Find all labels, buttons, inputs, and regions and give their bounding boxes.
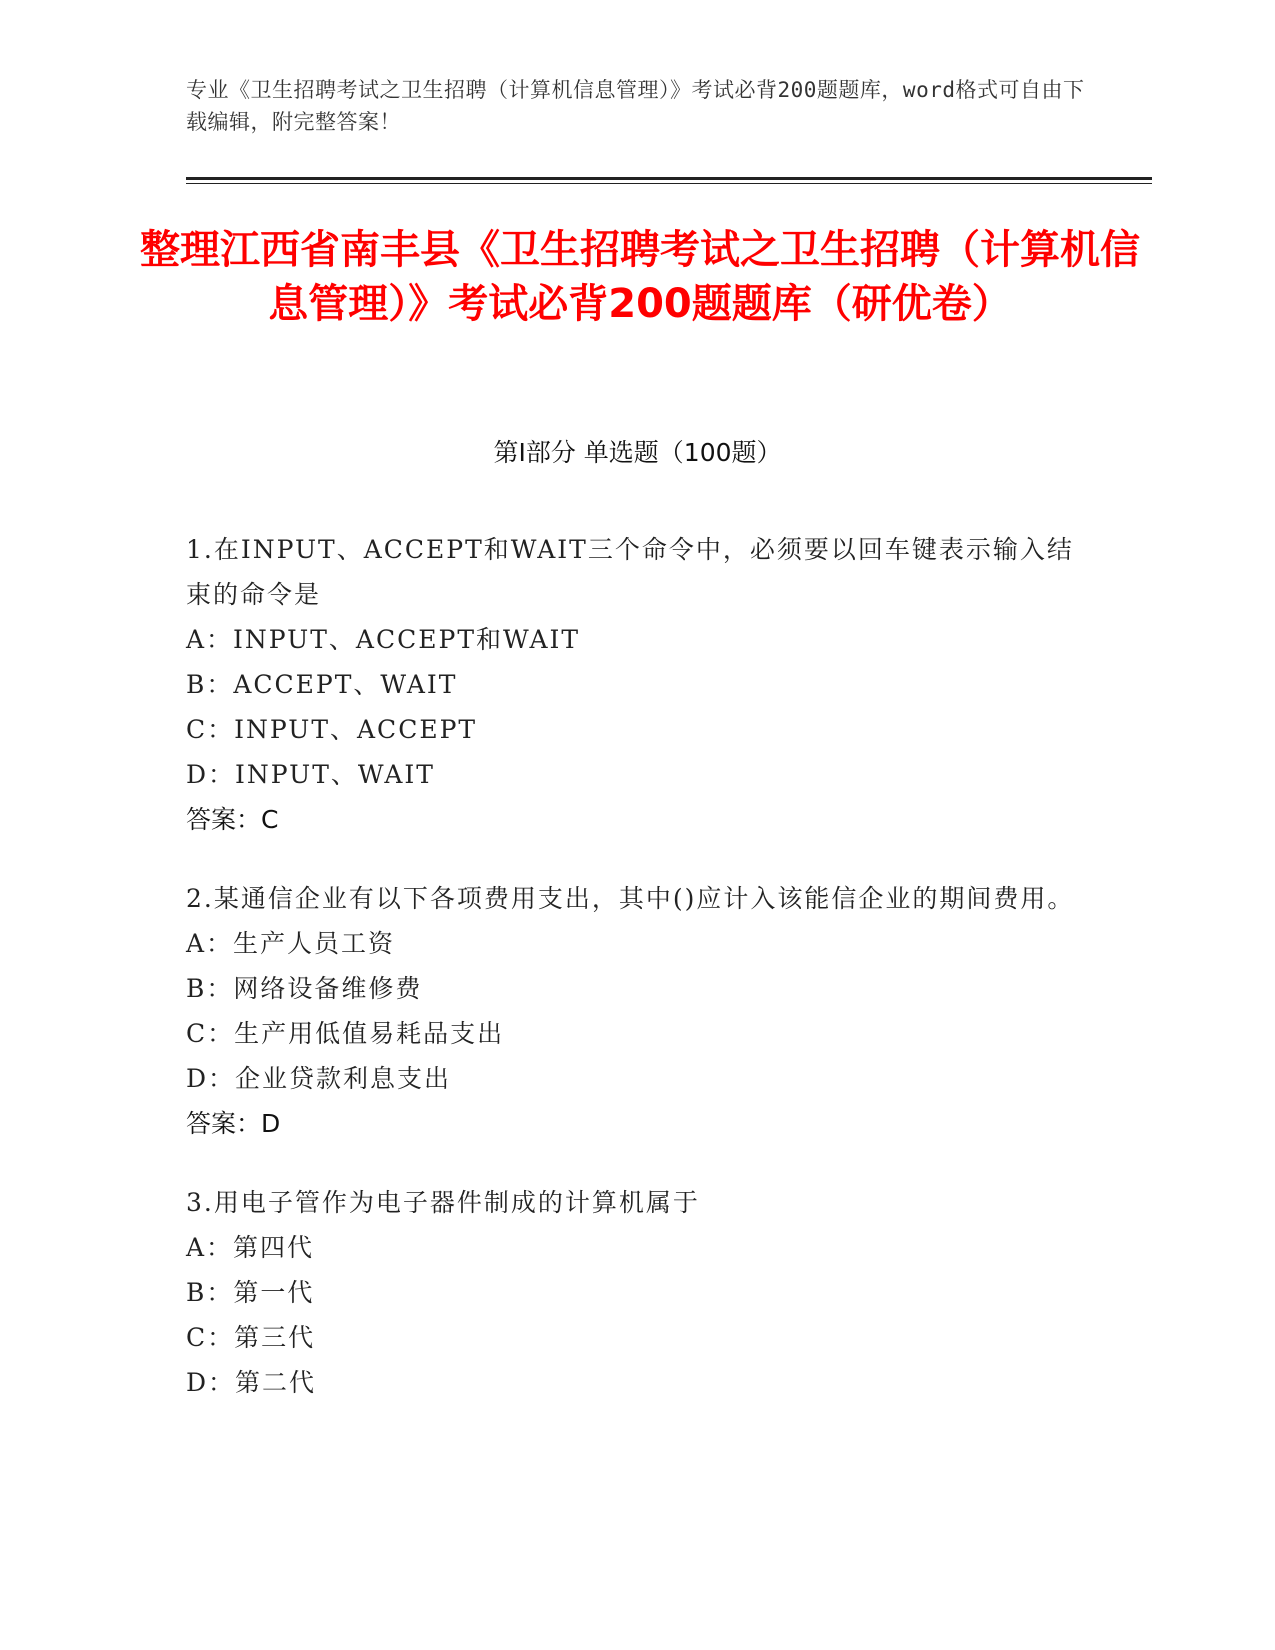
option-d: D：企业贷款利息支出 — [186, 1064, 452, 1093]
question-stem: 2.某通信企业有以下各项费用支出，其中()应计入该能信企业的期间费用。 — [186, 884, 1075, 913]
question-2 — [186, 876, 1086, 1146]
option-c: C：INPUT、ACCEPT — [186, 715, 478, 744]
document-title: 整理江西省南丰县《卫生招聘考试之卫生招聘（计算机信息管理）》考试必背200题题库（研优卷） — [140, 227, 1140, 327]
section-title: 第Ⅰ部分 单选题（100题） — [493, 438, 782, 467]
option-a: A：INPUT、ACCEPT和WAIT — [186, 625, 581, 654]
option-d: D：第二代 — [186, 1368, 317, 1397]
answer: 答案：C — [186, 805, 279, 834]
option-c: C：第三代 — [186, 1323, 316, 1352]
header-divider-thin — [186, 183, 1152, 184]
option-c: C：生产用低值易耗品支出 — [186, 1019, 505, 1048]
question-stem: 1.在INPUT、ACCEPT和WAIT三个命令中，必须要以回车键表示输入结束的命令是 — [186, 535, 1074, 609]
answer: 答案：D — [186, 1109, 281, 1138]
option-d: D：INPUT、WAIT — [186, 760, 435, 789]
question-1 — [186, 527, 1086, 842]
question-stem: 3.用电子管作为电子器件制成的计算机属于 — [186, 1188, 700, 1217]
header-divider-thick — [186, 177, 1152, 180]
option-b: B：网络设备维修费 — [186, 974, 423, 1003]
option-b: B：第一代 — [186, 1278, 315, 1307]
option-a: A：第四代 — [186, 1233, 315, 1262]
option-b: B：ACCEPT、WAIT — [186, 670, 458, 699]
option-a: A：生产人员工资 — [186, 929, 396, 958]
header-note: 专业《卫生招聘考试之卫生招聘（计算机信息管理）》考试必背200题题库，word格式可自由下载编辑，附完整答案！ — [186, 78, 1085, 134]
question-list — [186, 527, 1086, 1439]
question-3 — [186, 1180, 1086, 1405]
